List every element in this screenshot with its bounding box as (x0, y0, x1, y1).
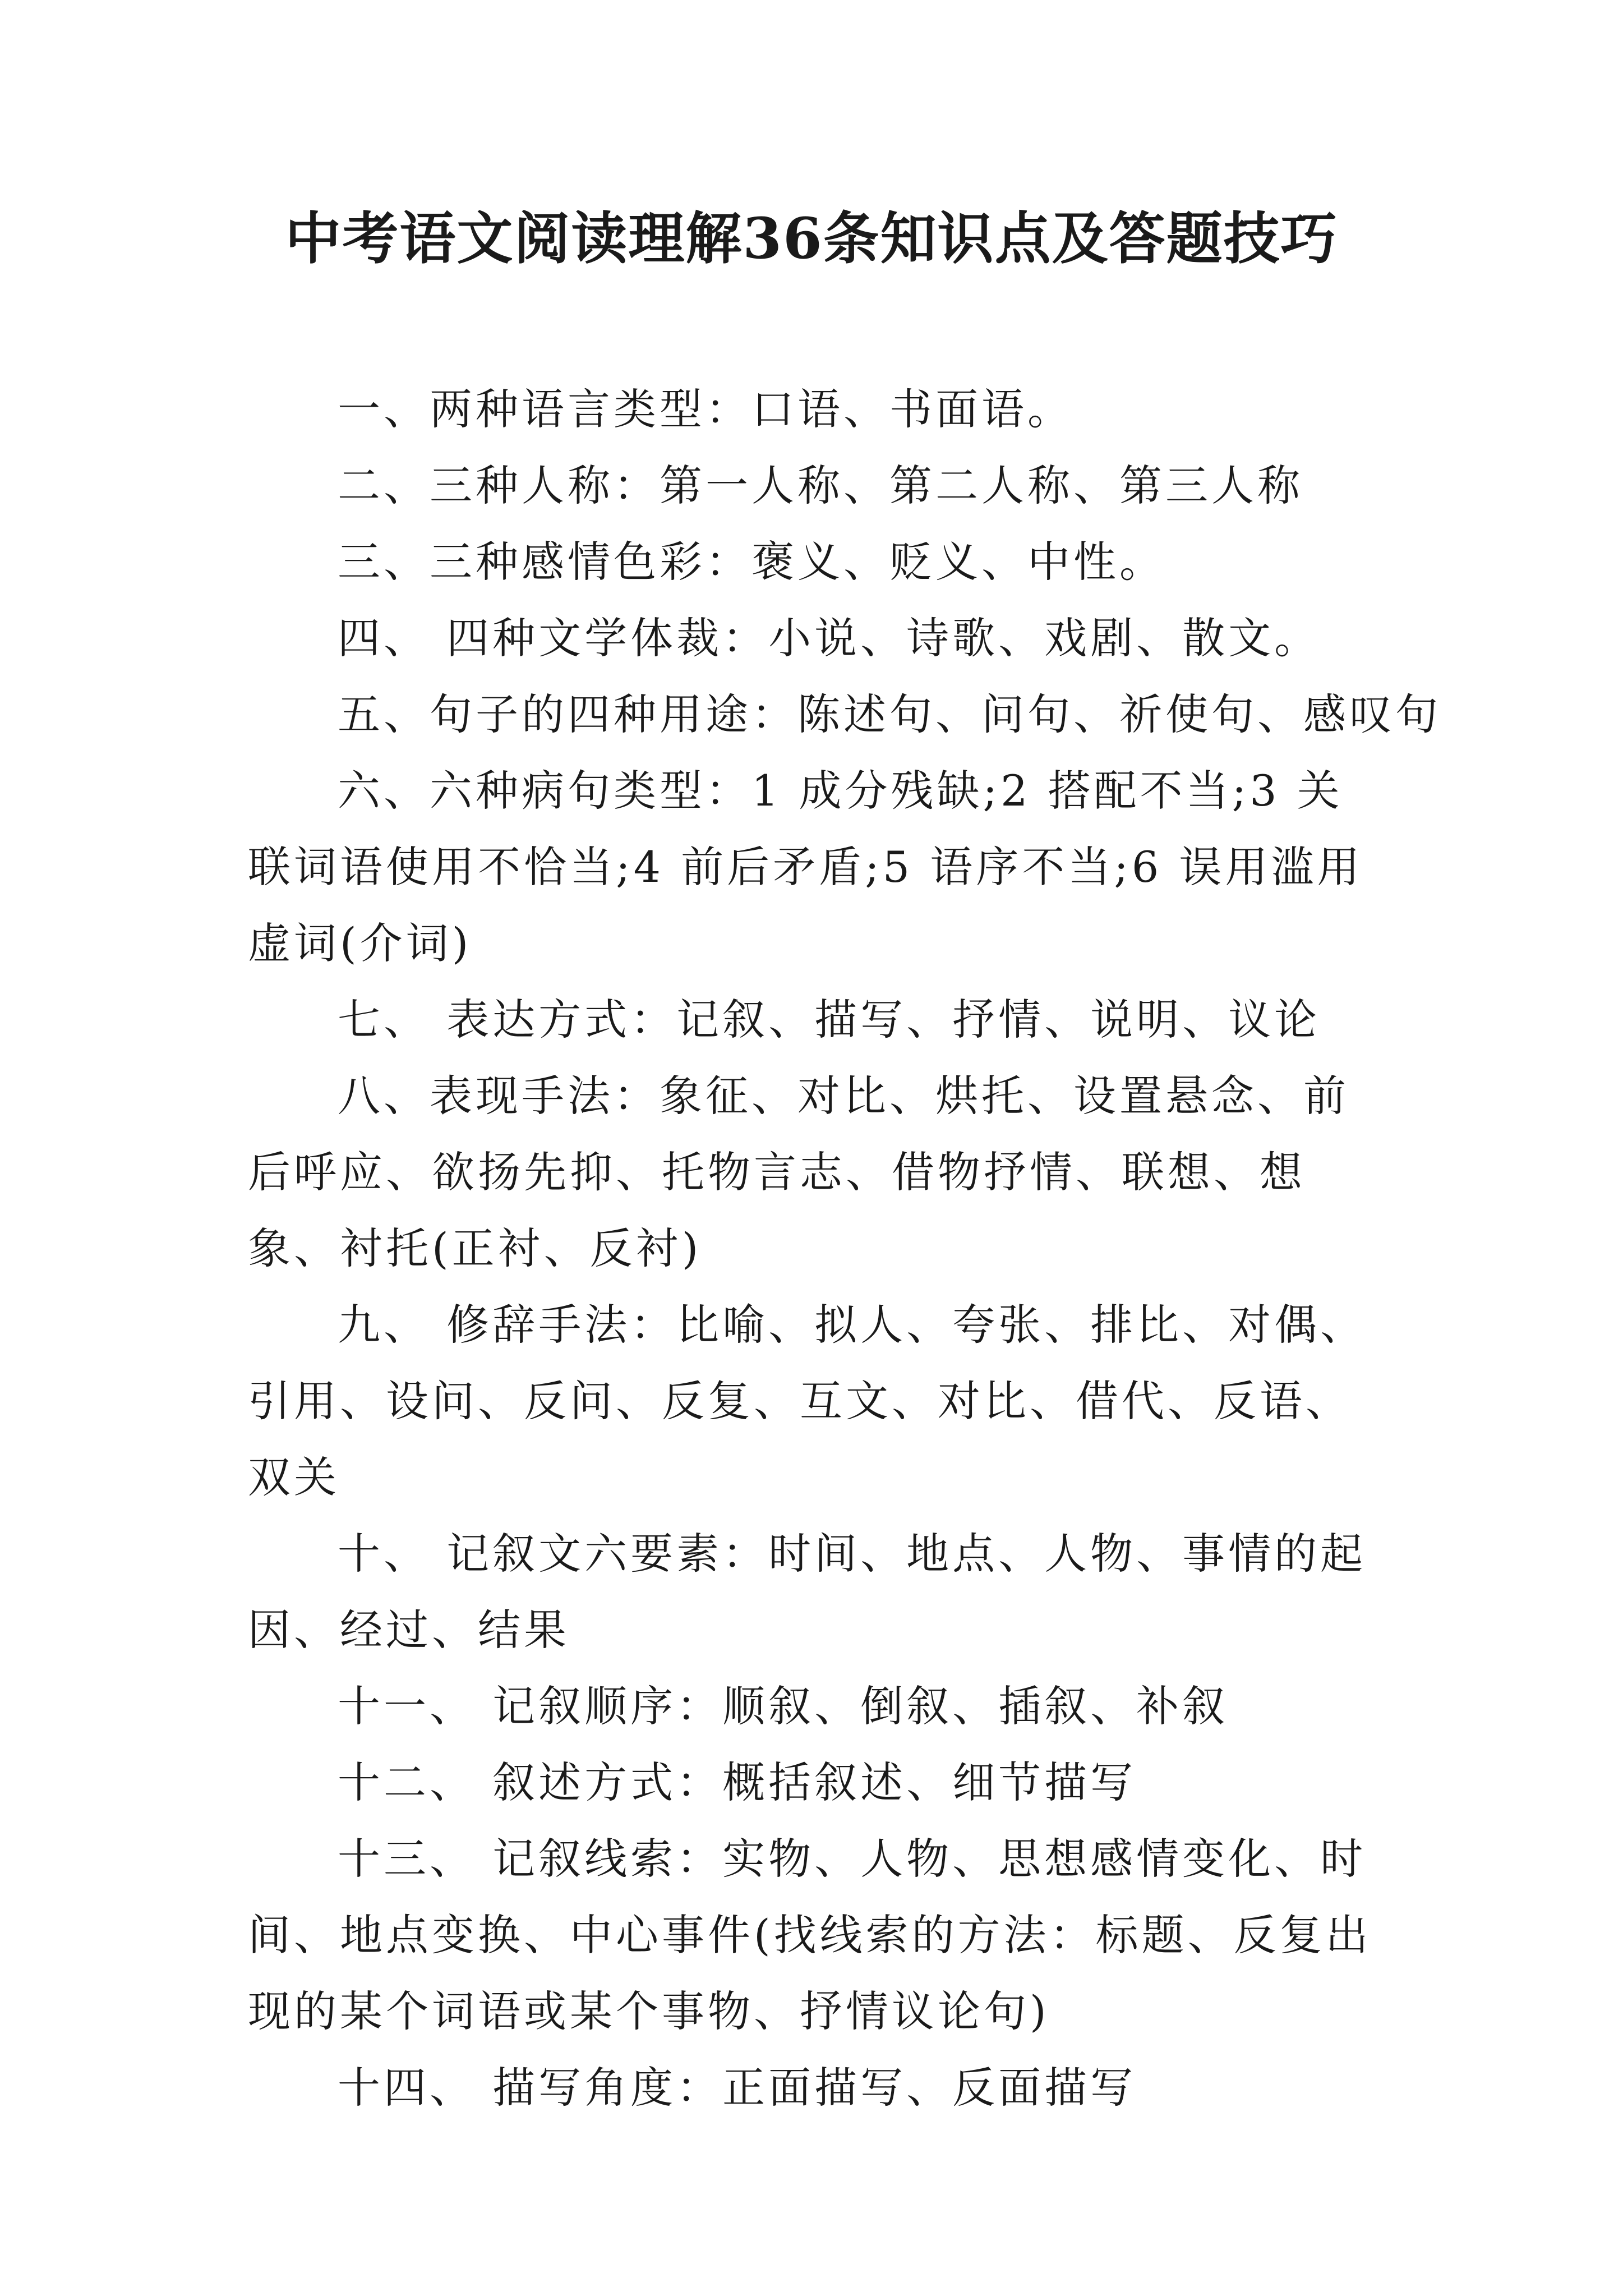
paragraph-8: 八、表现手法：象征、对比、烘托、设置悬念、前后呼应、欲扬先抑、托物言志、借物抒情、联想、想象、衬托(正衬、反衬) (248, 1071, 1349, 1273)
paragraph-7: 七、 表达方式：记叙、描写、抒情、说明、议论 (338, 995, 1321, 1045)
paragraph-1: 一、两种语言类型：口语、书面语。 (338, 384, 1073, 434)
paragraph-2: 二、三种人称：第一人称、第二人称、第三人称 (338, 461, 1303, 510)
paragraph-3: 三、三种感情色彩：褒义、贬义、中性。 (338, 537, 1165, 587)
document-body (248, 371, 1441, 2126)
document-title: 中考语文阅读理解36条知识点及答题技巧 (285, 205, 1338, 272)
paragraph-10: 十、 记叙文六要素：时间、地点、人物、事情的起因、经过、结果 (248, 1529, 1367, 1655)
paragraph-11: 十一、 记叙顺序：顺叙、倒叙、插叙、补叙 (338, 1681, 1229, 1731)
paragraph-4: 四、 四种文学体裁：小说、诗歌、戏剧、散文。 (338, 613, 1321, 663)
paragraph-14: 十四、 描写角度：正面描写、反面描写 (338, 2063, 1137, 2113)
paragraph-9: 九、 修辞手法：比喻、拟人、夸张、排比、对偶、引用、设问、反问、反复、互文、对比、借代、反语、双关 (248, 1300, 1367, 1502)
paragraph-5: 五、句子的四种用途：陈述句、问句、祈使句、感叹句 (338, 689, 1441, 739)
paragraph-12: 十二、 叙述方式：概括叙述、细节描写 (338, 1757, 1137, 1807)
paragraph-13: 十三、 记叙线索：实物、人物、思想感情变化、时间、地点变换、中心事件(找线索的方法：标题、反复出现的某个词语或某个事物、抒情议论句) (248, 1834, 1372, 2036)
paragraph-6: 六、六种病句类型：1 成分残缺;2 搭配不当;3 关联词语使用不恰当;4 前后矛盾;5 语序不当;6 误用滥用虚词(介词) (248, 766, 1363, 968)
